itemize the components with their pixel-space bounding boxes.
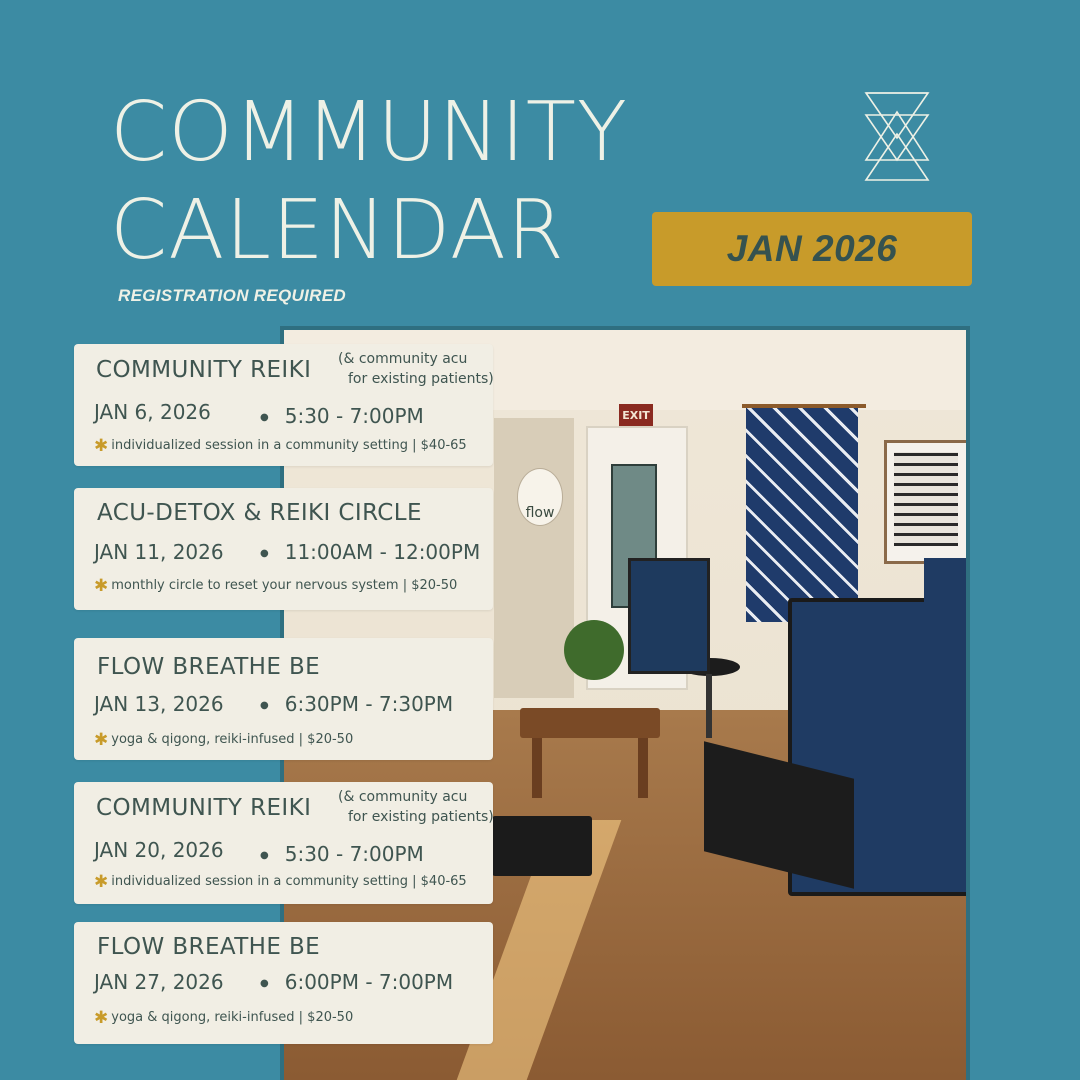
exit-sign-label: EXIT	[622, 408, 650, 422]
event-name: COMMUNITY REIKI	[96, 357, 312, 383]
event-description	[94, 728, 353, 748]
event-card[interactable]	[74, 488, 493, 610]
event-name: COMMUNITY REIKI	[96, 795, 312, 821]
event-note	[338, 349, 494, 389]
event-date: JAN 27, 2026	[94, 970, 224, 994]
event-name: FLOW BREATHE BE	[97, 654, 321, 680]
flow-wall-sign	[517, 468, 563, 526]
exit-sign	[619, 404, 653, 426]
event-card[interactable]	[74, 638, 493, 760]
event-note-line: for existing patients)	[348, 809, 494, 825]
event-description	[94, 574, 457, 594]
event-date: JAN 13, 2026	[94, 692, 224, 716]
asterisk-icon: ✱	[94, 576, 109, 596]
event-time: ● 11:00AM - 12:00PM	[260, 540, 480, 564]
event-description-text: individualized session in a community setting | $40-65	[111, 874, 467, 889]
event-time: ● 5:30 - 7:00PM	[260, 842, 424, 866]
event-note-line: (& community acu	[338, 351, 468, 367]
asterisk-icon: ✱	[94, 436, 109, 456]
event-description-text: yoga & qigong, reiki-infused | $20-50	[111, 1010, 354, 1025]
event-description-text: monthly circle to reset your nervous system | $20-50	[111, 578, 458, 593]
event-note	[338, 787, 494, 827]
flow-sign-label: flow	[525, 505, 555, 521]
event-description	[94, 434, 467, 454]
event-description-text: individualized session in a community setting | $40-65	[111, 438, 467, 453]
event-time: ● 6:30PM - 7:30PM	[260, 692, 453, 716]
asterisk-icon: ✱	[94, 1008, 109, 1028]
event-name: FLOW BREATHE BE	[97, 934, 321, 960]
event-date: JAN 6, 2026	[94, 400, 211, 424]
asterisk-icon: ✱	[94, 730, 109, 750]
event-card[interactable]	[74, 344, 493, 466]
event-card[interactable]	[74, 922, 493, 1044]
page-title-line-1: COMMUNITY	[110, 85, 629, 180]
event-card[interactable]	[74, 782, 493, 904]
asterisk-icon: ✱	[94, 872, 109, 892]
event-time: ● 6:00PM - 7:00PM	[260, 970, 453, 994]
event-name: ACU-DETOX & REIKI CIRCLE	[97, 500, 422, 526]
page-title-line-2: CALENDAR	[110, 183, 565, 278]
event-note-line: (& community acu	[338, 789, 468, 805]
event-date: JAN 20, 2026	[94, 838, 224, 862]
event-date: JAN 11, 2026	[94, 540, 224, 564]
triangle-geometric-icon	[862, 90, 932, 182]
registration-note: REGISTRATION REQUIRED	[118, 286, 346, 305]
event-time: ● 5:30 - 7:00PM	[260, 404, 424, 428]
month-badge: JAN 2026	[652, 212, 972, 286]
event-description-text: yoga & qigong, reiki-infused | $20-50	[111, 732, 354, 747]
event-description	[94, 870, 467, 890]
event-description	[94, 1006, 353, 1026]
event-note-line: for existing patients)	[348, 371, 494, 387]
